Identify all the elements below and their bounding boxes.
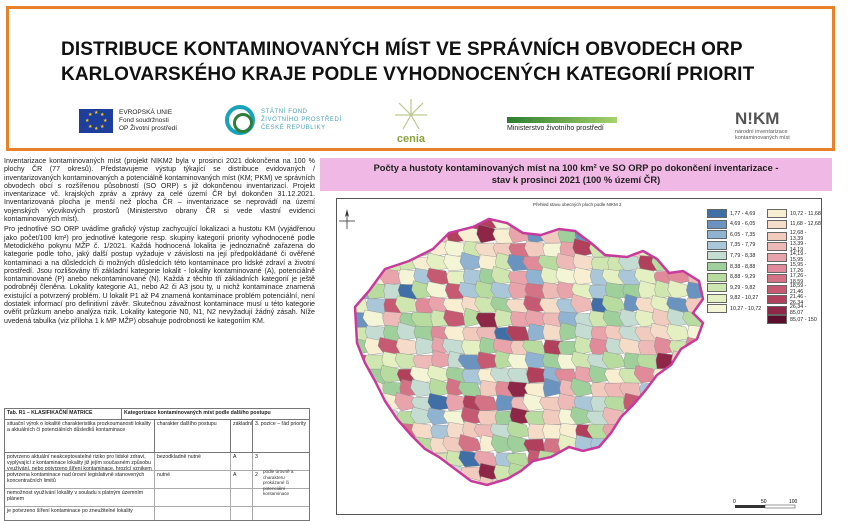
- orp-region: [430, 481, 450, 497]
- orp-region: [656, 410, 675, 425]
- table-cell: [253, 507, 309, 521]
- orp-region: [348, 253, 370, 271]
- orp-region: [347, 228, 370, 243]
- orp-region: [652, 479, 674, 495]
- sfz-ring-icon: [225, 105, 255, 135]
- orp-region: [636, 479, 658, 495]
- legend-swatch: [707, 262, 727, 271]
- legend-label: 11,68 - 12,68: [790, 221, 821, 228]
- orp-region: [411, 477, 434, 495]
- orp-region: [398, 228, 418, 243]
- intro-text: [4, 157, 315, 327]
- orp-region: [410, 226, 434, 243]
- orp-region: [670, 239, 690, 257]
- orp-region: [621, 465, 642, 481]
- legend-label: 9,29 - 9,82: [730, 284, 756, 291]
- orp-region: [351, 467, 370, 483]
- orp-region: [429, 465, 450, 481]
- orp-region: [525, 465, 546, 481]
- legend-label: 10,72 - 11,68: [790, 210, 821, 217]
- orp-region: [381, 464, 402, 481]
- table-cell: nemožnost využívání lokality v souladu s platným územním plánem: [5, 489, 155, 506]
- orp-region: [586, 224, 610, 243]
- table-cell: A: [231, 471, 253, 488]
- legend-label: 85,07 - 150: [790, 316, 817, 323]
- page-title: [61, 37, 821, 87]
- legend-label: 1,77 - 4,69: [730, 210, 756, 217]
- orp-region: [667, 397, 690, 412]
- orp-region: [666, 480, 690, 495]
- header-frame: [6, 6, 835, 151]
- orp-region: [651, 226, 674, 243]
- scale-label-100: 100: [789, 499, 798, 505]
- legend-item: [707, 251, 755, 260]
- orp-region: [396, 448, 418, 467]
- orp-region: [685, 392, 706, 411]
- orp-region: [346, 243, 370, 258]
- legend-label: 12,68 - 13,39: [789, 230, 807, 243]
- orp-region: [558, 451, 578, 467]
- orp-region: [557, 481, 578, 496]
- mzp-leaf-icon: [507, 117, 617, 123]
- nikm-logo: [735, 109, 790, 141]
- north-arrow-icon: [339, 209, 355, 229]
- legend-swatch: [767, 285, 787, 294]
- eu-line-2: Fond soudržnosti: [119, 117, 169, 124]
- orp-region: [591, 213, 610, 229]
- table-cell: [155, 489, 231, 506]
- legend-item: [707, 262, 755, 271]
- sfz-line-1: STÁTNÍ FOND: [261, 109, 308, 115]
- table-header-action: charakter dalšího postupu: [155, 420, 231, 452]
- orp-region: [398, 463, 418, 481]
- orp-region: [669, 408, 690, 425]
- legend-swatch: [767, 264, 787, 273]
- orp-region: [638, 425, 658, 440]
- orp-region: [573, 478, 594, 495]
- orp-region: [685, 240, 706, 257]
- orp-region: [382, 242, 402, 257]
- nikm-text: N!KM: [735, 109, 780, 128]
- nikm-sub-2: kontaminovaných míst: [735, 135, 790, 141]
- legend-swatch: [707, 220, 727, 229]
- orp-region: [650, 425, 674, 440]
- orp-region: [396, 238, 418, 257]
- legend-swatch: [767, 274, 787, 283]
- legend-label: 18,59 - 21,46: [789, 283, 807, 296]
- table-header-basic: základní: [231, 420, 253, 452]
- orp-region: [622, 211, 642, 229]
- orp-region: [667, 257, 690, 273]
- cenia-flower-icon: [391, 97, 431, 133]
- orp-region: [476, 313, 498, 328]
- orp-region: [445, 213, 466, 229]
- orp-region: [687, 478, 706, 495]
- orp-region: [701, 369, 722, 385]
- orp-region: [684, 423, 706, 439]
- legend-item: [707, 241, 755, 250]
- table-caption-left: Tab. R1 – KLASIFIKAČNÍ MATRICE: [5, 409, 122, 419]
- legend-swatch: [767, 232, 787, 241]
- title-line-1: DISTRIBUCE KONTAMINOVANÝCH MÍST VE SPRÁVNÍCH OBVODECH ORP: [61, 39, 743, 60]
- table-cell: potvrzeno aktuální neakceptovatelné riziko pro lidské zdraví, vyplývající z kontaminace lokality již jejím současném způsobu využívání, nebo potvrzeno šíření kontaminace, hrozící vznikem: [5, 453, 155, 470]
- orp-region: [619, 422, 642, 439]
- legend-label: 7,79 - 8,38: [730, 252, 756, 259]
- table-cell: [231, 489, 253, 506]
- scale-label-0: 0: [733, 499, 736, 505]
- orp-region: [396, 212, 418, 229]
- orp-region: [576, 467, 595, 483]
- legend-label: 21,46 - 26,34: [789, 293, 807, 306]
- orp-region: [684, 435, 706, 453]
- orp-region: [687, 256, 706, 271]
- eu-flag-icon: ★ ★ ★ ★ ★ ★ ★ ★: [79, 109, 113, 133]
- orp-region: [623, 435, 642, 453]
- table-row: [5, 507, 309, 521]
- mzp-text: Ministerstvo životního prostředí: [507, 125, 604, 132]
- orp-region: [702, 354, 722, 369]
- table-caption-right: Kategorizace kontaminovaných míst podle dalšího postupu: [124, 410, 271, 416]
- orp-region: [570, 215, 594, 231]
- mzp-logo: [507, 117, 617, 132]
- orp-region: [528, 213, 547, 229]
- legend-label: 4,69 - 6,05: [730, 221, 756, 228]
- legend-label: 8,88 - 9,29: [730, 274, 756, 281]
- orp-region: [363, 411, 386, 426]
- orp-region: [698, 476, 722, 495]
- orp-region: [351, 425, 370, 441]
- table-side-note: podle úrovně a charakteru prokázané či potenciální kontaminace: [263, 469, 294, 496]
- orp-region: [526, 477, 546, 495]
- table-cell: A: [231, 453, 253, 470]
- orp-region: [637, 464, 658, 481]
- title-line-2: KARLOVARSKÉHO KRAJE PODLE VYHODNOCENÝCH KATEGORIÍ PRIORIT: [61, 64, 755, 85]
- eu-line-1: EVROPSKÁ UNIE: [119, 109, 173, 116]
- orp-region: [669, 435, 690, 453]
- legend-label: 9,82 - 10,27: [730, 295, 759, 302]
- table-cell: bezodkladně nutné: [155, 453, 231, 470]
- orp-region: [363, 256, 386, 271]
- legend-swatch: [767, 242, 787, 251]
- orp-region: [347, 439, 370, 454]
- legend-label: 8,38 - 8,88: [730, 263, 756, 270]
- legend-item: [767, 220, 821, 229]
- orp-region: [526, 367, 546, 383]
- legend-swatch: [707, 304, 727, 313]
- orp-region: [414, 210, 434, 229]
- legend-swatch: [707, 209, 727, 218]
- legend-swatch: [767, 295, 787, 304]
- legend-label: 6,05 - 7,35: [730, 231, 756, 238]
- orp-region: [700, 379, 722, 397]
- legend-swatch: [767, 315, 787, 324]
- orp-region: [652, 214, 674, 229]
- map-title-box: [320, 158, 832, 191]
- orp-region: [703, 396, 722, 411]
- orp-region: [606, 212, 626, 229]
- orp-region: [348, 284, 370, 299]
- orp-region: [672, 212, 691, 229]
- legend-label: 7,35 - 7,79: [730, 242, 756, 249]
- orp-region: [414, 452, 434, 467]
- orp-region: [556, 465, 578, 481]
- table-cell: potvrzena kontaminace nad úrovní legislativně stanovených koncentračních limitů: [5, 471, 155, 488]
- orp-region: [350, 406, 370, 425]
- orp-region: [639, 434, 658, 453]
- orp-region: [366, 240, 386, 257]
- orp-region: [651, 451, 674, 467]
- orp-region: [365, 450, 386, 467]
- orp-region: [702, 467, 722, 482]
- table-cell: je potvrzeno šíření kontaminace po zneužitelné lokality: [5, 507, 155, 521]
- orp-region: [378, 425, 402, 440]
- table-header-priority: 3. pozice – řád priority: [255, 421, 307, 427]
- orp-region: [605, 477, 626, 495]
- legend-label: 14,19 - 15,95: [789, 251, 807, 264]
- orp-region: [683, 410, 706, 425]
- orp-region: [382, 452, 402, 467]
- legend-swatch: [707, 294, 727, 303]
- orp-region: [540, 464, 562, 481]
- orp-region: [588, 451, 610, 467]
- orp-region: [366, 477, 386, 495]
- legend-item: [707, 294, 758, 303]
- scale-bar: [733, 499, 798, 508]
- orp-region: [687, 449, 706, 467]
- classification-table: [4, 408, 310, 521]
- map-title-line-2: stav k prosinci 2021 (100 % území ČR): [491, 175, 661, 185]
- orp-region: [652, 397, 674, 412]
- table-cell: 2: [255, 472, 258, 478]
- map-title-line-1: Počty a hustoty kontaminovaných míst na 100 km² ve SO ORP po dokončení inventarizace -: [373, 163, 779, 173]
- eu-line-3: OP Životní prostředí: [119, 125, 178, 132]
- orp-region: [606, 465, 626, 481]
- orp-region: [442, 477, 466, 495]
- orp-region: [620, 452, 642, 467]
- nikm-sub-1: národní inventarizace: [735, 129, 788, 135]
- map-frame: [336, 198, 822, 515]
- legend-item: [707, 220, 755, 229]
- orp-region: [635, 450, 658, 467]
- table-header-situation: situační výrok o lokalitě charakteristika prozkoumanosti lokality a aktuálních či potenciálních důsledků kontaminace: [5, 420, 155, 452]
- legend-swatch: [707, 241, 727, 250]
- orp-region: [686, 350, 706, 369]
- orp-region: [378, 434, 402, 453]
- orp-region: [703, 421, 722, 439]
- orp-region: [608, 439, 627, 454]
- orp-region: [669, 452, 690, 467]
- legend-item: [707, 304, 761, 313]
- orp-region: [512, 477, 531, 495]
- legend-swatch: [707, 283, 727, 292]
- orp-region: [656, 242, 675, 257]
- orp-region: [667, 225, 690, 243]
- orp-region: [671, 424, 690, 439]
- orp-region: [604, 450, 626, 467]
- orp-region: [667, 466, 690, 481]
- orp-region: [378, 215, 402, 230]
- orp-region: [349, 383, 370, 399]
- legend-swatch: [707, 273, 727, 282]
- orp-region: [651, 439, 674, 454]
- orp-region: [703, 324, 722, 341]
- orp-region: [621, 224, 642, 243]
- table-cell: [155, 507, 231, 521]
- orp-region: [667, 381, 690, 397]
- orp-region: [685, 383, 706, 398]
- orp-region: [541, 212, 562, 229]
- cenia-text: cenia: [396, 133, 426, 145]
- eu-logo: [79, 109, 177, 133]
- orp-region: [637, 224, 658, 243]
- orp-region: [365, 424, 386, 439]
- orp-region: [364, 463, 386, 481]
- orp-region: [364, 434, 386, 453]
- legend-item: [707, 283, 755, 292]
- table-cell: [231, 507, 253, 521]
- orp-region: [346, 395, 370, 411]
- sfz-line-2: ŽIVOTNÍHO PROSTŘEDÍ: [261, 117, 342, 123]
- legend-item: [707, 273, 755, 282]
- orp-region: [379, 480, 402, 495]
- orp-region: [685, 467, 706, 483]
- orp-region: [672, 369, 691, 384]
- sfz-line-3: ČESKÉ REPUBLIKY: [261, 125, 326, 131]
- cenia-logo: [391, 97, 431, 145]
- orp-region: [478, 411, 498, 426]
- orp-region: [652, 463, 674, 481]
- orp-region: [348, 367, 370, 383]
- orp-region: [637, 211, 658, 229]
- orp-region: [685, 213, 706, 229]
- orp-region: [701, 407, 722, 425]
- map-header: Přehled stavu obecných ploch podle NIKM 2: [533, 202, 622, 207]
- orp-region: [364, 229, 386, 244]
- intro-paragraph-1: Inventarizace kontaminovaných míst (projekt NIKM2 byla v prosinci 2021 dokončena na 100 % plochy ČR (77 okresů). Představujeme výstup týkající se distribuce evidovaných / inventarizovaných kontaminovaných a potenciálně kontaminovaných míst (KM; PKM) ve správních obvodech obcí s rozšířenou působností (SO ORP) s již dokončenou inventarizací. Projekt inventarizace vč. krajských zpráv a zprávy za celé území ČR byl dokončen 31.12.2021. Inventarizovaná plocha je menší než plocha ČR – inventarizace se neprovádí na území vojenských výcvikových prostorů (Ministerstvo obrany ČR si vede vlastní evidenci kontaminovaných míst).: [4, 157, 315, 224]
- orp-region: [542, 481, 562, 496]
- orp-region: [559, 212, 578, 229]
- legend-label: 17,26 - 18,59: [789, 272, 807, 285]
- orp-region: [621, 477, 642, 495]
- legend-swatch: [767, 253, 787, 262]
- orp-region: [702, 437, 722, 453]
- orp-region: [363, 213, 386, 229]
- legend-label: 10,27 - 10,72: [730, 305, 762, 312]
- legend-swatch: [707, 251, 727, 260]
- legend-label: 26,34 - 85,07: [789, 304, 807, 317]
- orp-region: [395, 477, 418, 495]
- legend-item: [707, 209, 755, 218]
- sfz-logo: [225, 105, 342, 135]
- legend-item: [707, 230, 755, 239]
- table-cell: 3: [255, 454, 258, 460]
- legend-item: [767, 209, 821, 218]
- orp-region: [687, 369, 706, 384]
- orp-region: [352, 270, 371, 285]
- legend-swatch: [767, 209, 787, 218]
- intro-paragraph-2: Pro jednotlivé SO ORP uvádíme grafický výstup zachycující lokalizaci a hustotu KM (vyjádřenou jako počet/100 km²) pro jednotlivé kategorie resp. skupiny kategorií priority vyhodnocené podle Metodického pokynu MŽP č. 1/2021. Každá hodnocená lokalita je jednoznačně zařazena do kategorie podle toho, jaký další postup vyžaduje v závislosti na její předpokládané či ověřené kontaminaci a na důsledcích či možných důsledcích této kontaminace pro lidské zdraví a životní prostředí. Jsou rozlišovány tři základní kategorie lokalit - lokality kontaminované (A), potenciálně kontaminované (P) anebo nekontaminované (N). Každá z těchto tří základních kategorií je ještě podrobněji členěna. Lokality kategorie A1, nebo A2 či A3 jsou ty, u nichž kontaminace znamená existující a potvrzený problém. U lokalit P1 až P4 znamená kontaminace problém potenciální, není dostatek informací pro definitivní závěr. Skutečnou závažnost kontaminace musí u této kategorie ověřit průzkum anebo analýza rizik. Lokality kategorie N0, N1, N2 nevyžadují žádný zásah. Níže uvedená tabulka (viz příloha 1 k MP MŽP) obsahuje podrobnosti ke kategoriím KM.: [4, 225, 315, 325]
- legend-item: [767, 315, 817, 324]
- orp-region: [592, 476, 611, 495]
- orp-region: [384, 229, 403, 245]
- orp-region: [348, 450, 370, 467]
- orp-region: [590, 467, 610, 482]
- orp-region: [542, 424, 562, 439]
- orp-region: [348, 478, 370, 495]
- legend-label: 15,95 - 17,26: [789, 262, 807, 274]
- legend-swatch: [767, 220, 787, 229]
- orp-region: [411, 466, 434, 481]
- orp-region: [427, 214, 450, 229]
- orp-region: [701, 451, 722, 467]
- orp-region: [654, 382, 674, 397]
- table-cell: nutné: [155, 471, 231, 488]
- legend-swatch: [707, 230, 727, 239]
- orp-region: [686, 225, 706, 243]
- orp-region: [607, 229, 626, 244]
- legend-label: 13,39 - 14,19: [789, 240, 807, 253]
- orp-region: [635, 407, 658, 425]
- scale-label-50: 50: [761, 499, 767, 505]
- orp-region: [700, 340, 722, 355]
- legend-swatch: [767, 306, 787, 315]
